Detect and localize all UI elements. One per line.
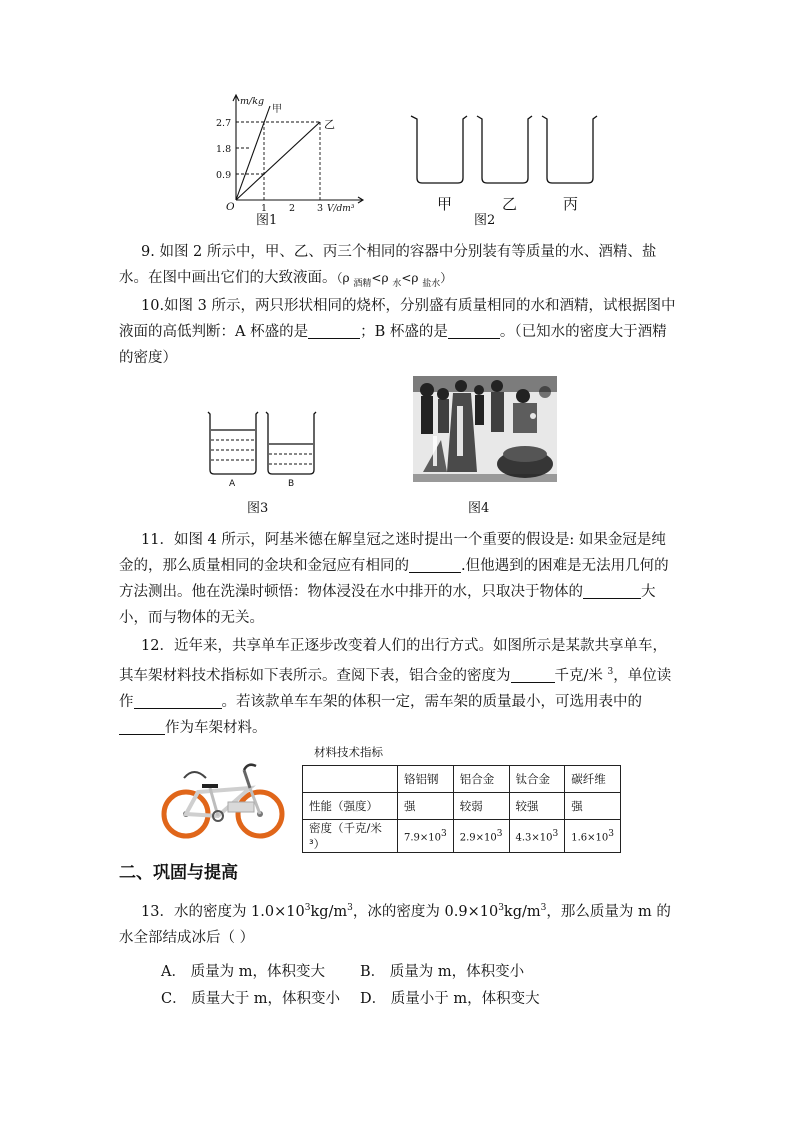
figure-2-beakers [408, 112, 608, 188]
figure-3-beakers [204, 410, 324, 490]
table-cell: 性能（强度） [303, 793, 398, 820]
table-cell: 较强 [509, 793, 565, 820]
x-tick: 1 [261, 203, 268, 214]
answer-blank[interactable] [583, 582, 641, 599]
answer-blank[interactable] [308, 322, 360, 339]
figure-2-caption: 图2 [474, 213, 496, 228]
figure-4-caption: 图4 [468, 501, 490, 516]
table-header-cell: 铬铝钢 [398, 766, 454, 793]
table-cell: $7.9\times 10^3$ [398, 820, 454, 853]
beaker-a-label: A [229, 479, 236, 489]
beaker-label-yi: 乙 [502, 195, 518, 213]
question-9: 9. 如图 2 所示中，甲、乙、丙三个相同的容器中分别装有等质量的水、酒精、盐水。在图中画出它们的大致液面。（ρ $_{酒精}$<ρ $_水$<ρ $_{盐水}$） [119, 244, 657, 289]
table-cell: 密度（千克/米 ³） [303, 820, 398, 853]
y-axis-label: m/kg [240, 96, 265, 107]
origin-label: O [226, 201, 235, 213]
table-title: 材料技术指标 [314, 745, 383, 759]
y-tick: 0.9 [216, 170, 232, 181]
answer-blank[interactable] [511, 666, 555, 683]
figure-1-caption: 图1 [256, 213, 278, 228]
section-title: 二、巩固与提高 [119, 863, 238, 883]
figure-1-graph [212, 88, 372, 228]
x-axis-label: V/dm³ [327, 204, 355, 214]
y-tick: 2.7 [216, 118, 232, 129]
table-row [303, 793, 621, 820]
shared-bicycle-image [158, 758, 288, 840]
option-d[interactable]: D． 质量小于 m，体积变大 [360, 991, 540, 1007]
table-cell: $1.6\times 10^3$ [565, 820, 621, 853]
beaker-label-jia: 甲 [437, 195, 453, 213]
table-row [303, 820, 621, 853]
table-header-cell [303, 766, 398, 793]
answer-blank[interactable] [448, 322, 500, 339]
line-b-label: 乙 [324, 118, 335, 131]
table-cell: 强 [565, 793, 621, 820]
question-13: 13．水的密度为 $1.0\times 10^3kg/m^3$，冰的密度为 $0.9\times 10^3kg/m^3$，那么质量为 m 的水全部结成冰后（ ） [119, 903, 671, 946]
x-tick: 3 [317, 203, 324, 214]
table-cell: 较弱 [453, 793, 509, 820]
beaker-b-label: B [288, 479, 295, 489]
table-header-row [303, 766, 621, 793]
option-b[interactable]: B． 质量为 m，体积变小 [360, 964, 525, 980]
answer-blank[interactable] [409, 556, 461, 573]
x-tick: 2 [289, 203, 296, 214]
option-a[interactable]: A． 质量为 m，体积变大 [161, 964, 325, 980]
option-c[interactable]: C． 质量大于 m，体积变小 [161, 991, 341, 1007]
beaker-label-bing: 丙 [563, 195, 579, 213]
table-header-cell: 钛合金 [509, 766, 565, 793]
figure-4-archimedes-illustration [413, 376, 557, 482]
question-10: 10.如图 3 所示，两只形状相同的烧杯，分别盛有质量相同的水和酒精，试根据图中液面的高低判断：A 杯盛的是 ；B 杯盛的是 。（已知水的密度大于酒精的密度） [119, 298, 676, 366]
question-12: 12．近年来，共享单车正逐步改变着人们的出行方式。如图所示是某款共享单车，其车架材料技术指标如下表所示。查阅下表，铝合金的密度为 千克/米 $^3$，单位读作 。若该款单车车架的体积一定，需车架的质量最小，可选用表中的作为车架材料。 [119, 638, 672, 736]
material-spec-table [302, 765, 621, 853]
y-tick: 1.8 [216, 144, 232, 155]
question-11: 11．如图 4 所示，阿基米德在解皇冠之迷时提出一个重要的假设是: 如果金冠是纯金的，那么质量相同的金块和金冠应有相同的 .但他遇到的困难是无法用几何的方法测出。他在洗澡时顿悟：物体浸没在水中排开的水，只取决于物体的 大小，而与物体的无关。 [119, 532, 669, 626]
table-header-cell: 铝合金 [453, 766, 509, 793]
figure-3-caption: 图3 [247, 501, 269, 516]
table-header-cell: 碳纤维 [565, 766, 621, 793]
table-cell: $4.3\times 10^3$ [509, 820, 565, 853]
table-cell: $2.9\times 10^3$ [453, 820, 509, 853]
answer-blank[interactable] [119, 718, 165, 735]
line-a-label: 甲 [272, 104, 282, 115]
answer-blank[interactable] [134, 692, 222, 709]
table-cell: 强 [398, 793, 454, 820]
